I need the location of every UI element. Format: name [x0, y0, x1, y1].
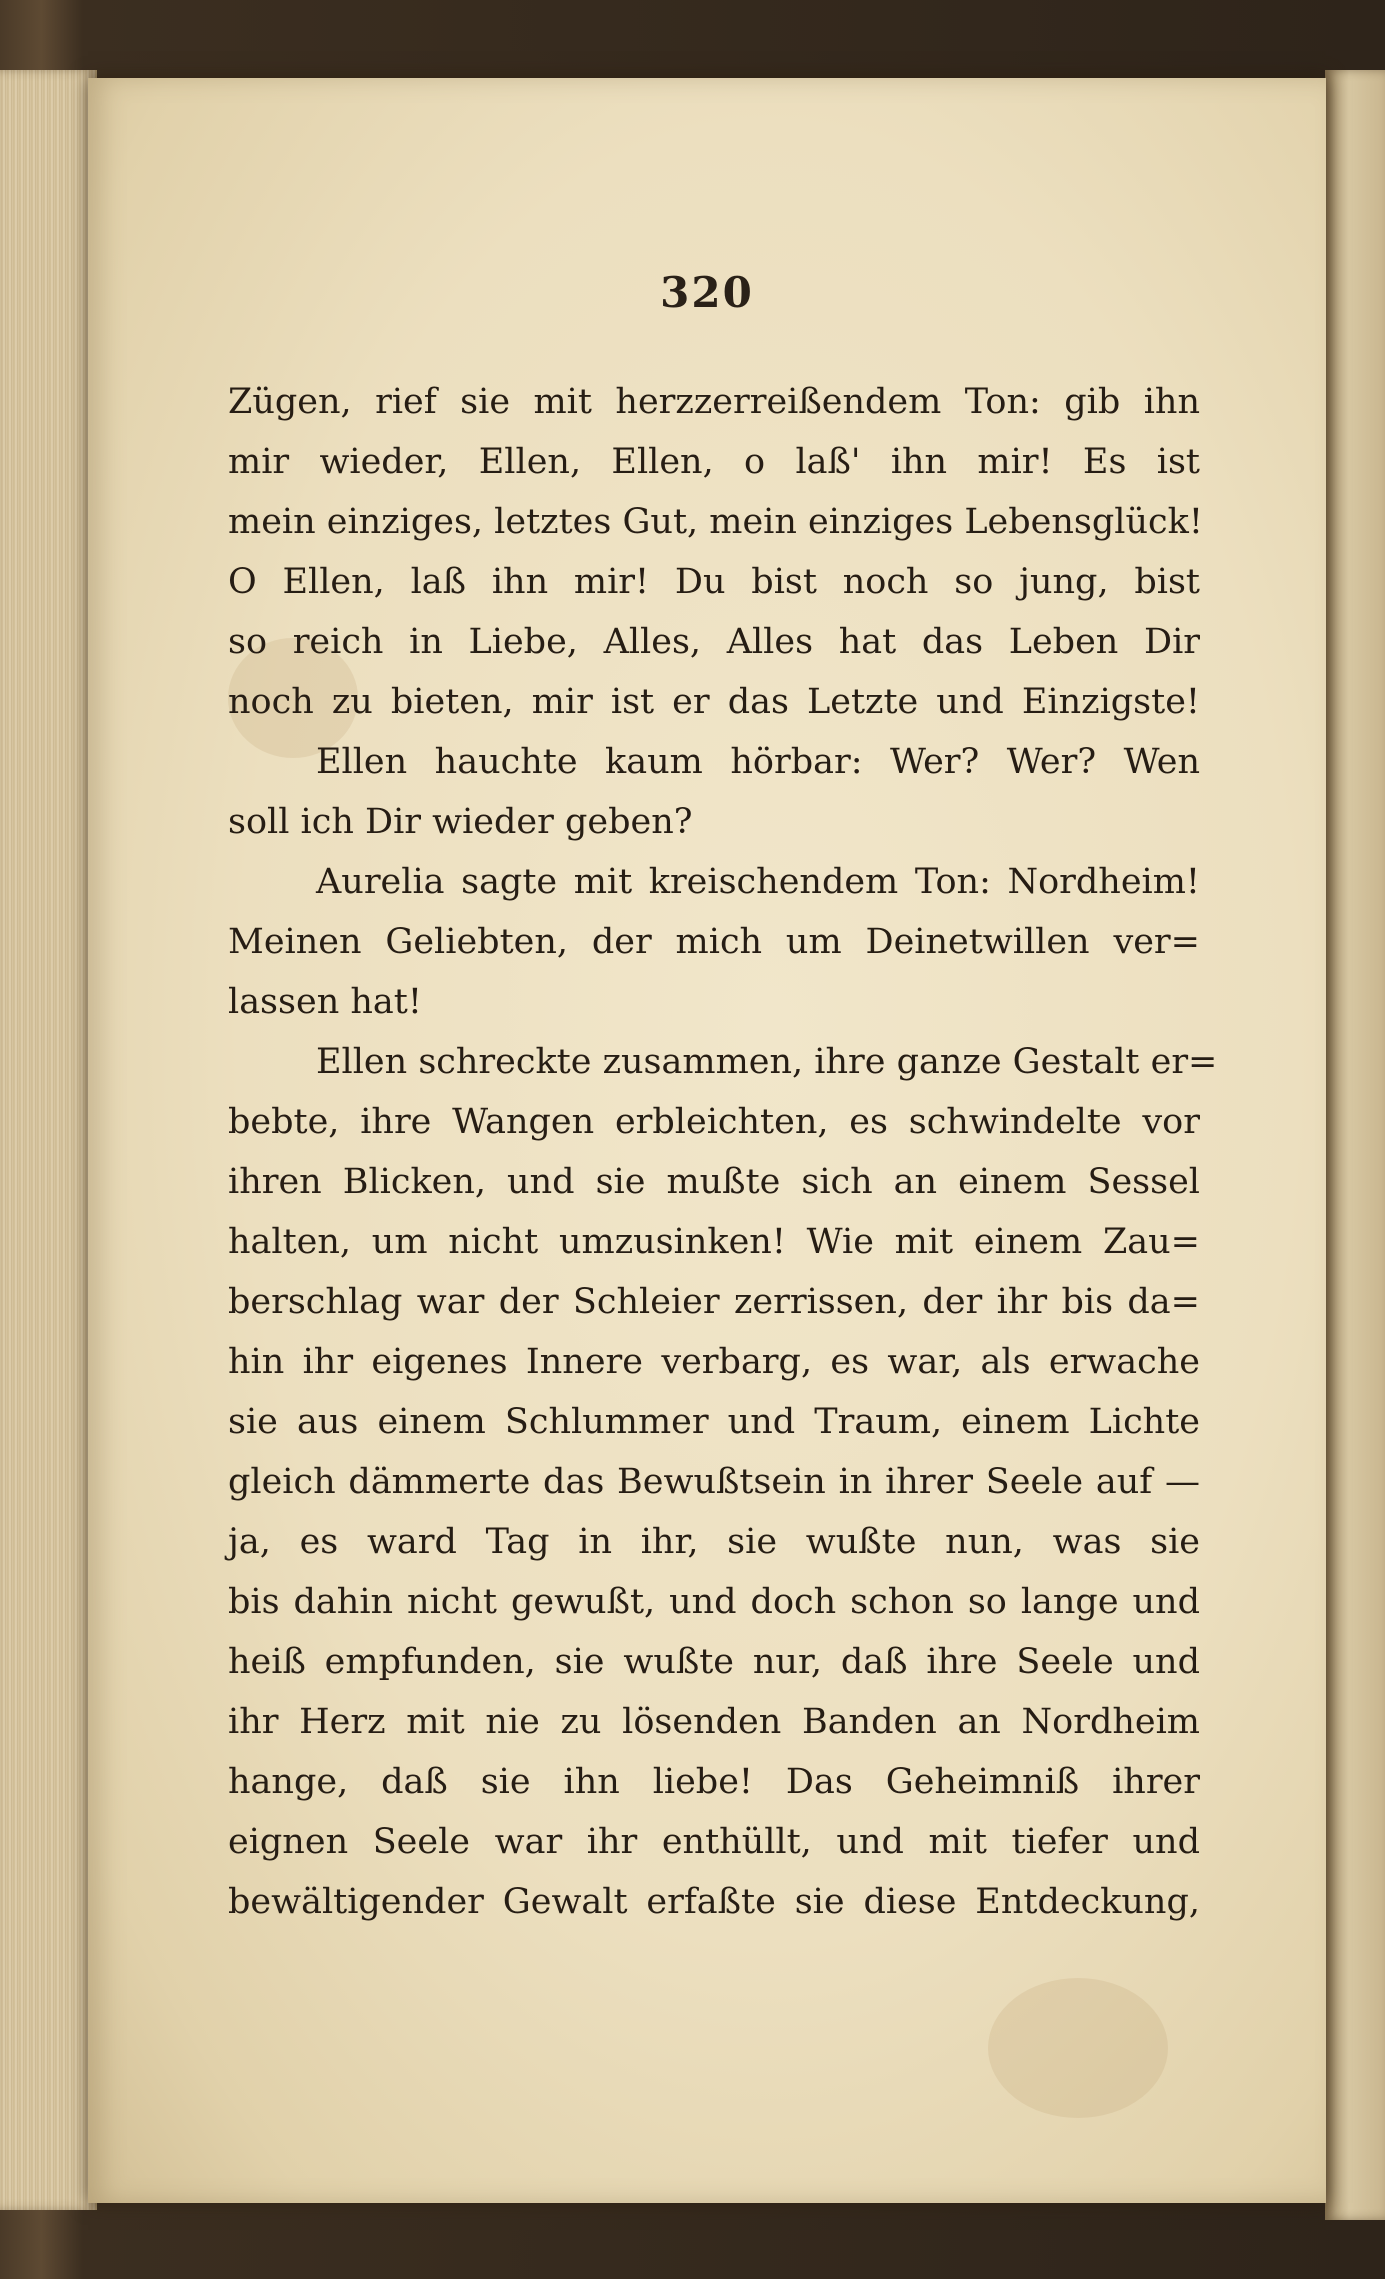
text-line: Aurelia sagte mit kreischendem Ton: Nordheim!	[316, 862, 1200, 902]
text-line: hange, daß sie ihn liebe! Das Geheimniß ihrer	[228, 1762, 1200, 1802]
text-line: mein einziges, letztes Gut, mein einziges Lebensglück!	[228, 502, 1203, 542]
text-line: lassen hat!	[228, 982, 422, 1022]
text-line: bebte, ihre Wangen erbleichten, es schwindelte vor	[228, 1102, 1200, 1142]
right-page-edge	[1325, 70, 1385, 2220]
text-line: Ellen schreckte zusammen, ihre ganze Gestalt er=	[316, 1042, 1218, 1082]
text-line: mir wieder, Ellen, Ellen, o laß' ihn mir! Es ist	[228, 442, 1200, 482]
text-line: eignen Seele war ihr enthüllt, und mit tiefer und	[228, 1822, 1200, 1862]
text-line: gleich dämmerte das Bewußtsein in ihrer Seele auf —	[228, 1462, 1200, 1502]
text-line: sie aus einem Schlummer und Traum, einem Lichte	[228, 1402, 1200, 1442]
text-line: bewältigender Gewalt erfaßte sie diese Entdeckung,	[228, 1882, 1200, 1922]
text-line: Meinen Geliebten, der mich um Deinetwillen ver=	[228, 922, 1200, 962]
page-stack-edge	[0, 70, 97, 2210]
body-text	[228, 372, 1218, 1932]
text-line: noch zu bieten, mir ist er das Letzte und Einzigste!	[228, 682, 1200, 722]
text-line: Ellen hauchte kaum hörbar: Wer? Wer? Wen	[316, 742, 1200, 782]
text-line: O Ellen, laß ihn mir! Du bist noch so jung, bist	[228, 562, 1200, 602]
text-line: heiß empfunden, sie wußte nur, daß ihre Seele und	[228, 1642, 1200, 1682]
text-line: berschlag war der Schleier zerrissen, der ihr bis da=	[228, 1282, 1200, 1322]
text-line: ihren Blicken, und sie mußte sich an einem Sessel	[228, 1162, 1200, 1202]
page-number: 320	[660, 268, 754, 317]
text-line: hin ihr eigenes Innere verbarg, es war, als erwache	[228, 1342, 1200, 1382]
text-line: halten, um nicht umzusinken! Wie mit einem Zau=	[228, 1222, 1200, 1262]
text-line: ja, es ward Tag in ihr, sie wußte nun, was sie	[228, 1522, 1200, 1562]
text-line: Zügen, rief sie mit herzzerreißendem Ton: gib ihn	[228, 382, 1200, 422]
text-line: ihr Herz mit nie zu lösenden Banden an Nordheim	[228, 1702, 1200, 1742]
text-line: so reich in Liebe, Alles, Alles hat das Leben Dir	[228, 622, 1200, 662]
text-line: bis dahin nicht gewußt, und doch schon so lange und	[228, 1582, 1200, 1622]
text-line: soll ich Dir wieder geben?	[228, 802, 693, 842]
paper-stain	[988, 1978, 1168, 2118]
